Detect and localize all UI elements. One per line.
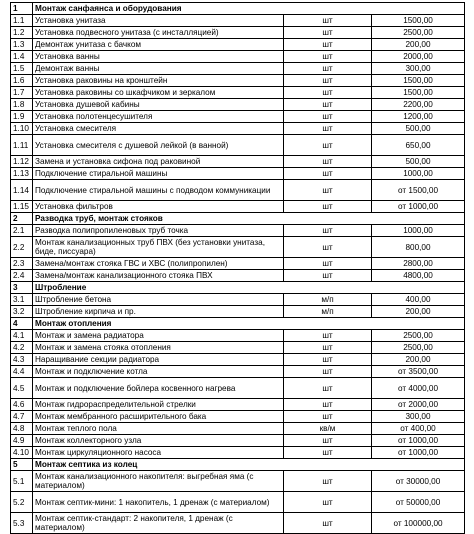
table-row <box>11 111 465 123</box>
row-number: 2.2 <box>11 237 33 258</box>
table-row <box>11 39 465 51</box>
price-cell: 500,00 <box>372 123 465 135</box>
row-number: 1.15 <box>11 201 33 213</box>
unit-cell: шт <box>284 411 372 423</box>
table-row <box>11 225 465 237</box>
price-cell: 2200,00 <box>372 99 465 111</box>
table-row <box>11 75 465 87</box>
row-number: 2.1 <box>11 225 33 237</box>
table-row <box>11 123 465 135</box>
table-row <box>11 342 465 354</box>
row-number: 1.6 <box>11 75 33 87</box>
unit-cell: шт <box>284 492 372 513</box>
unit-cell: шт <box>284 399 372 411</box>
table-row <box>11 180 465 201</box>
unit-cell: шт <box>284 15 372 27</box>
table-row <box>11 294 465 306</box>
service-name: Монтаж септик-стандарт: 2 накопителя, 1 дренаж (с материалом) <box>33 513 284 534</box>
unit-cell: шт <box>284 513 372 534</box>
price-cell: 400,00 <box>372 294 465 306</box>
service-name: Замена/монтаж канализационного стояка ПВХ <box>33 270 284 282</box>
row-number: 3 <box>11 282 33 294</box>
unit-cell: шт <box>284 156 372 168</box>
price-cell: от 3500,00 <box>372 366 465 378</box>
price-cell: от 2000,00 <box>372 399 465 411</box>
row-number: 4.3 <box>11 354 33 366</box>
table-row <box>11 168 465 180</box>
price-cell: 300,00 <box>372 411 465 423</box>
service-name: Подключение стиральной машины <box>33 168 284 180</box>
row-number: 4 <box>11 318 33 330</box>
section-title: Штробление <box>33 282 465 294</box>
unit-cell: шт <box>284 75 372 87</box>
table-row <box>11 258 465 270</box>
table-row <box>11 270 465 282</box>
row-number: 1.13 <box>11 168 33 180</box>
service-name: Установка смесителя <box>33 123 284 135</box>
unit-cell: шт <box>284 225 372 237</box>
service-name: Установка ванны <box>33 51 284 63</box>
row-number: 1 <box>11 3 33 15</box>
unit-cell: шт <box>284 135 372 156</box>
service-name: Разводка полипропиленовых труб точка <box>33 225 284 237</box>
section-header-row <box>11 213 465 225</box>
row-number: 2 <box>11 213 33 225</box>
row-number: 4.6 <box>11 399 33 411</box>
price-cell: 1500,00 <box>372 87 465 99</box>
price-cell: 300,00 <box>372 63 465 75</box>
table-row <box>11 366 465 378</box>
service-name: Монтаж канализационного накопителя: выгребная яма (с материалом) <box>33 471 284 492</box>
price-cell: 1000,00 <box>372 168 465 180</box>
table-row <box>11 135 465 156</box>
table-row <box>11 237 465 258</box>
table-row <box>11 423 465 435</box>
unit-cell: шт <box>284 99 372 111</box>
table-row <box>11 201 465 213</box>
table-row <box>11 27 465 39</box>
unit-cell: шт <box>284 237 372 258</box>
section-header-row <box>11 459 465 471</box>
service-name: Установка фильтров <box>33 201 284 213</box>
price-cell: 500,00 <box>372 156 465 168</box>
price-cell: от 4000,00 <box>372 378 465 399</box>
service-name: Монтаж теплого пола <box>33 423 284 435</box>
service-name: Наращивание секции радиатора <box>33 354 284 366</box>
service-name: Монтаж мембранного расширительного бака <box>33 411 284 423</box>
unit-cell: шт <box>284 471 372 492</box>
unit-cell: шт <box>284 258 372 270</box>
table-row <box>11 15 465 27</box>
row-number: 4.1 <box>11 330 33 342</box>
service-name: Монтаж циркуляционного насоса <box>33 447 284 459</box>
table-row <box>11 306 465 318</box>
table-row <box>11 63 465 75</box>
table-row <box>11 435 465 447</box>
table-row <box>11 492 465 513</box>
section-title: Разводка труб, монтаж стояков <box>33 213 465 225</box>
row-number: 4.9 <box>11 435 33 447</box>
table-row <box>11 87 465 99</box>
price-cell: 200,00 <box>372 354 465 366</box>
row-number: 4.10 <box>11 447 33 459</box>
unit-cell: шт <box>284 330 372 342</box>
unit-cell: шт <box>284 366 372 378</box>
table-row <box>11 156 465 168</box>
price-cell: 2000,00 <box>372 51 465 63</box>
service-name: Монтаж и замена стояка отопления <box>33 342 284 354</box>
service-name: Подключение стиральной машины с подводом коммуникации <box>33 180 284 201</box>
row-number: 1.2 <box>11 27 33 39</box>
table-row <box>11 378 465 399</box>
service-name: Монтаж и подключение котла <box>33 366 284 378</box>
section-header-row <box>11 3 465 15</box>
unit-cell: шт <box>284 51 372 63</box>
table-row <box>11 513 465 534</box>
service-name: Установка унитаза <box>33 15 284 27</box>
price-cell: 1200,00 <box>372 111 465 123</box>
unit-cell: шт <box>284 270 372 282</box>
unit-cell: шт <box>284 342 372 354</box>
unit-cell: кв/м <box>284 423 372 435</box>
row-number: 1.3 <box>11 39 33 51</box>
row-number: 4.4 <box>11 366 33 378</box>
row-number: 1.8 <box>11 99 33 111</box>
price-cell: от 1500,00 <box>372 180 465 201</box>
price-cell: от 30000,00 <box>372 471 465 492</box>
price-cell: 1500,00 <box>372 75 465 87</box>
service-name: Установка полотенцесушителя <box>33 111 284 123</box>
row-number: 3.2 <box>11 306 33 318</box>
table-row <box>11 411 465 423</box>
unit-cell: шт <box>284 168 372 180</box>
row-number: 3.1 <box>11 294 33 306</box>
section-title: Монтаж санфаянса и оборудования <box>33 3 465 15</box>
price-cell: от 1000,00 <box>372 201 465 213</box>
row-number: 2.4 <box>11 270 33 282</box>
price-cell: от 1000,00 <box>372 435 465 447</box>
row-number: 5 <box>11 459 33 471</box>
service-name: Монтаж канализационных труб ПВХ (без установки унитаза, биде, писсуара) <box>33 237 284 258</box>
row-number: 5.1 <box>11 471 33 492</box>
unit-cell: м/п <box>284 294 372 306</box>
unit-cell: м/п <box>284 306 372 318</box>
price-cell: 4800,00 <box>372 270 465 282</box>
unit-cell: шт <box>284 354 372 366</box>
service-name: Установка раковины на кронштейн <box>33 75 284 87</box>
table-row <box>11 354 465 366</box>
unit-cell: шт <box>284 123 372 135</box>
table-row <box>11 399 465 411</box>
price-cell: 2500,00 <box>372 342 465 354</box>
row-number: 1.4 <box>11 51 33 63</box>
unit-cell: шт <box>284 447 372 459</box>
table-row <box>11 471 465 492</box>
service-name: Монтаж коллекторного узла <box>33 435 284 447</box>
row-number: 1.1 <box>11 15 33 27</box>
service-name: Замена и установка сифона под раковиной <box>33 156 284 168</box>
service-name: Установка подвесного унитаза (с инсталляцией) <box>33 27 284 39</box>
section-title: Монтаж отопления <box>33 318 465 330</box>
unit-cell: шт <box>284 180 372 201</box>
unit-cell: шт <box>284 39 372 51</box>
row-number: 4.5 <box>11 378 33 399</box>
price-cell: от 100000,00 <box>372 513 465 534</box>
service-name: Установка смесителя с душевой лейкой (в ванной) <box>33 135 284 156</box>
row-number: 4.7 <box>11 411 33 423</box>
section-header-row <box>11 318 465 330</box>
price-cell: от 1000,00 <box>372 447 465 459</box>
row-number: 1.10 <box>11 123 33 135</box>
section-header-row <box>11 282 465 294</box>
row-number: 1.12 <box>11 156 33 168</box>
row-number: 1.11 <box>11 135 33 156</box>
table-row <box>11 99 465 111</box>
row-number: 5.3 <box>11 513 33 534</box>
price-cell: от 50000,00 <box>372 492 465 513</box>
service-name: Монтаж септик-мини: 1 накопитель, 1 дренаж (с материалом) <box>33 492 284 513</box>
price-table <box>10 2 465 534</box>
unit-cell: шт <box>284 201 372 213</box>
price-cell: 2800,00 <box>372 258 465 270</box>
row-number: 2.3 <box>11 258 33 270</box>
service-name: Демонтаж ванны <box>33 63 284 75</box>
unit-cell: шт <box>284 111 372 123</box>
service-name: Замена/монтаж стояка ГВС и ХВС (полипропилен) <box>33 258 284 270</box>
price-cell: 200,00 <box>372 306 465 318</box>
service-name: Монтаж и подключение бойлера косвенного нагрева <box>33 378 284 399</box>
row-number: 4.8 <box>11 423 33 435</box>
price-table-body <box>11 3 465 534</box>
service-name: Монтаж гидрораспределительной стрелки <box>33 399 284 411</box>
unit-cell: шт <box>284 435 372 447</box>
unit-cell: шт <box>284 378 372 399</box>
row-number: 1.14 <box>11 180 33 201</box>
service-name: Установка душевой кабины <box>33 99 284 111</box>
service-name: Штробление кирпича и пр. <box>33 306 284 318</box>
price-cell: 1000,00 <box>372 225 465 237</box>
price-cell: 800,00 <box>372 237 465 258</box>
row-number: 1.5 <box>11 63 33 75</box>
unit-cell: шт <box>284 27 372 39</box>
service-name: Демонтаж унитаза с бачком <box>33 39 284 51</box>
service-name: Установка раковины со шкафчиком и зеркалом <box>33 87 284 99</box>
price-cell: 2500,00 <box>372 330 465 342</box>
price-cell: 2500,00 <box>372 27 465 39</box>
row-number: 1.9 <box>11 111 33 123</box>
row-number: 5.2 <box>11 492 33 513</box>
table-row <box>11 447 465 459</box>
service-name: Штробление бетона <box>33 294 284 306</box>
section-title: Монтаж септика из колец <box>33 459 465 471</box>
price-cell: от 400,00 <box>372 423 465 435</box>
unit-cell: шт <box>284 63 372 75</box>
row-number: 1.7 <box>11 87 33 99</box>
price-cell: 650,00 <box>372 135 465 156</box>
service-name: Монтаж и замена радиатора <box>33 330 284 342</box>
price-cell: 200,00 <box>372 39 465 51</box>
table-row <box>11 51 465 63</box>
price-cell: 1500,00 <box>372 15 465 27</box>
unit-cell: шт <box>284 87 372 99</box>
row-number: 4.2 <box>11 342 33 354</box>
table-row <box>11 330 465 342</box>
